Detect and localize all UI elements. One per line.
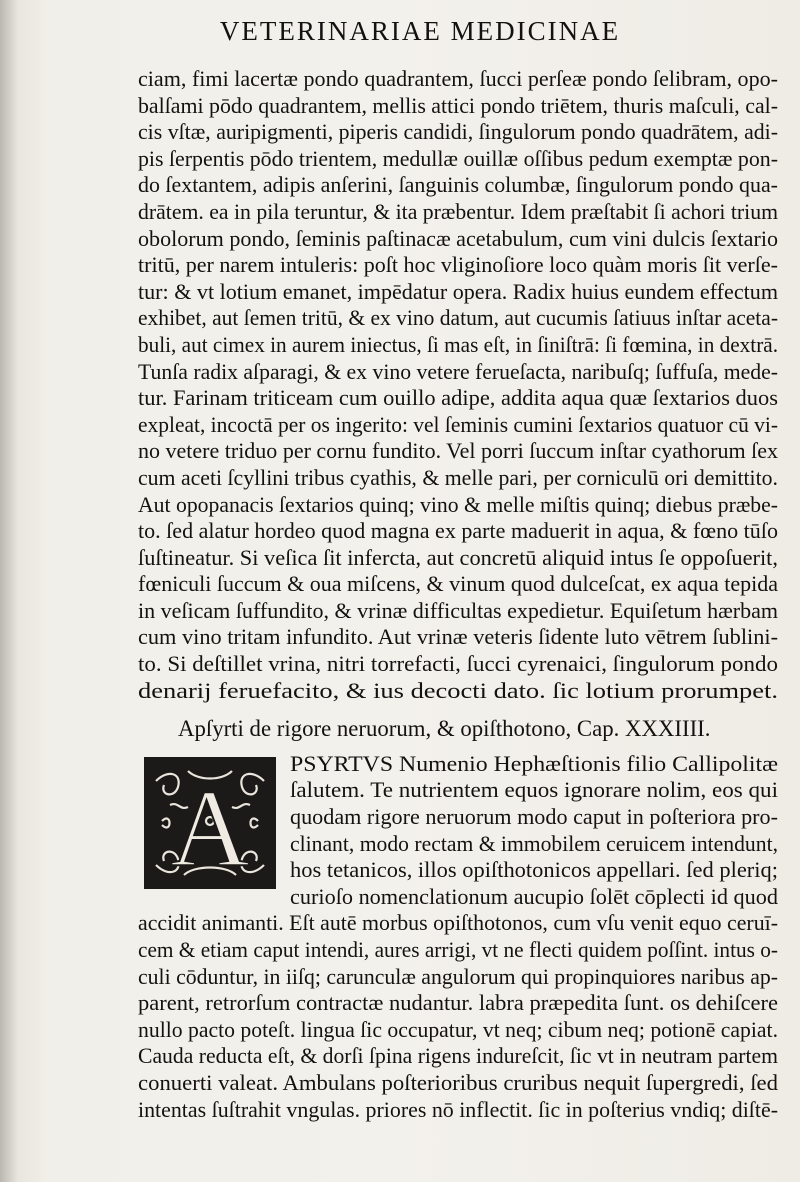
text-line: cum aceti ſcyllini tribus cyathis, & melle pari, per corniculū ori demittito. (138, 464, 778, 490)
text-line: drātem. ea in pila teruntur, & ita præbentur. Idem præſtabit ſi achori trium (138, 198, 778, 224)
text-line: fœniculi ſuccum & oua miſcens, & vinum quod dulceſcat, ex aqua tepida (138, 571, 778, 597)
text-line: tritū, per narem intuleris: poſt hoc vliginoſiore loco quàm moris ſit verſe- (138, 252, 778, 278)
text-line: cum vino tritam infundito. Aut vrinæ veteris ſidente luto vētrem ſublini- (138, 624, 778, 650)
text-line: cis vſtæ, auripigmenti, piperis candidi, ſingulorum pondo quadrātem, adi- (138, 119, 778, 145)
drop-cap-icon (148, 761, 272, 885)
text-line: quodam rigore neruorum modo caput in poſteriora pro- (290, 804, 778, 830)
text-line: obolorum pondo, ſeminis paſtinacæ acetabulum, cum vini dulcis ſextario (138, 225, 778, 251)
text-line: ciam, fimi lacertæ pondo quadrantem, ſucci perſeæ pondo ſelibram, opo- (138, 66, 778, 91)
text-line: no vetere triduo per cornu fundito. Vel porri ſuccum inſtar cyathorum ſex (138, 438, 778, 464)
text-line: ſalutem. Te nutrientem equos ignorare nolim, eos qui (290, 777, 778, 803)
decorated-initial-a (144, 757, 276, 889)
text-line: accidit animanti. Eſt autē morbus opiſthotonos, cum vſu venit equo ceruī- (138, 910, 778, 936)
text-line: hos tetanicos, illos opiſthotonicos appellari. ſed pleriq; (290, 857, 778, 883)
text-line: exhibet, aut ſemen tritū, & ex vino datum, aut cucumis ſatiuus inſtar aceta- (138, 305, 778, 331)
text-line: parent, retrorſum contractæ nudantur. labra præpedita ſunt. os dehiſcere (138, 990, 778, 1016)
text-line: conuerti valeat. Ambulans poſterioribus cruribus nequit ſupergredi, ſed (138, 1069, 778, 1095)
text-line: nullo pacto poteſt. lingua ſic occupatur, vt neq; cibum neq; potionē capiat. (138, 1016, 778, 1042)
drop-cap-letter: A (170, 766, 250, 885)
text-line: ſuſtineatur. Si veſica ſit infercta, aut concretū aliquid intus ſe oppoſuerit, (138, 544, 778, 570)
text-line: pis ſerpentis pōdo trientem, medullæ ouillæ oſſibus pedum exemptæ pon- (138, 145, 778, 171)
chapter-heading: Apſyrti de rigore neruorum, & opiſthotono, Cap. XXXIIII. (178, 716, 711, 742)
text-line: tur: & vt lotium emanet, impēdatur opera. Radix huius eundem effectum (138, 278, 778, 304)
chapter-block (138, 751, 778, 1123)
text-line: balſami pōdo quadrantem, mellis attici pondo triētem, thuris maſculi, cal- (138, 92, 778, 118)
text-line: buli, aut cimex in aurem iniectus, ſi mas eſt, in ſiniſtrā: ſi fœmina, in dextrā. (138, 331, 778, 357)
text-line: Cauda reducta eſt, & dorſi ſpina rigens indureſcit, ſic vt in neutram partem (138, 1043, 778, 1069)
text-line: cem & etiam caput intendi, aures arrigi, vt ne flecti quidem poſſint. intus o- (138, 937, 778, 962)
text-line: Aut opopanacis ſextarios quinq; vino & melle miſtis quinq; diebus præbe- (138, 491, 778, 517)
text-line: Tunſa radix aſparagi, & ex vino vetere ferueſacta, naribuſq; ſuffuſa, mede- (138, 358, 778, 384)
text-line: to. ſed alatur hordeo quod magna ex parte maduerit in aqua, & fœno tūſo (138, 518, 778, 544)
main-paragraph (138, 66, 778, 704)
text-line: tur. Farinam triticeam cum ouillo adipe, addita aqua quæ ſextarios duos (138, 385, 778, 411)
text-line: denarij feruefacito, & ius decocti dato. ſic lotium prorumpet. (138, 677, 778, 703)
text-line: clinant, modo rectam & immobilem ceruicem intendunt, (290, 830, 778, 856)
text-line: culi cōduntur, in iiſq; carunculæ angulorum qui propinquiores naribus ap- (138, 963, 778, 989)
text-line: to. Si deſtillet vrina, nitri torrefacti, ſucci cyrenaici, ſingulorum pondo (138, 651, 778, 677)
text-line: expleat, incoctā per os ingerito: vel ſeminis cumini ſextarios quatuor cū vi- (138, 411, 778, 437)
running-head: VETERINARIAE MEDICINAE (219, 16, 621, 46)
gutter-shadow (0, 0, 18, 1182)
body-text (138, 66, 778, 1123)
text-line: do ſextantem, adipis anſerini, ſanguinis columbæ, ſingulorum pondo qua- (138, 172, 778, 198)
text-line: in veſicam ſuffundito, & vrinæ difficultas expedietur. Equiſetum hærbam (138, 597, 778, 623)
text-line: curioſo nomenclationum aucupio ſolēt cōplecti id quod (290, 883, 778, 909)
text-line: PSYRTVS Numenio Hephæſtionis filio Callipolitæ (290, 750, 778, 776)
text-line: intentas ſuſtrahit vngulas. priores nō inflectit. ſic in poſterius vndiq; diſtē- (138, 1096, 778, 1122)
